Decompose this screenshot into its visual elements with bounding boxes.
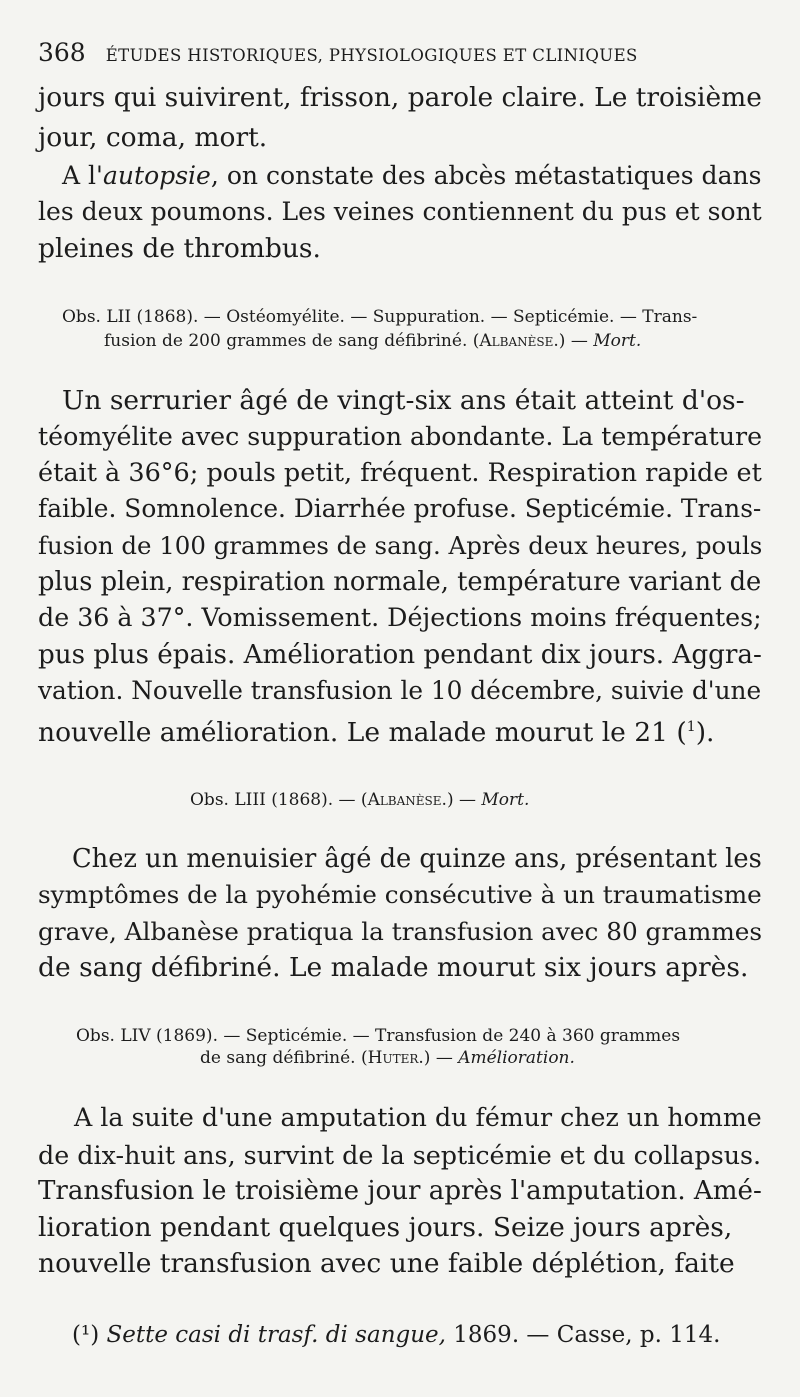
text-line: A la suite d'une amputation du fémur chez un homme	[74, 1103, 762, 1132]
text-line	[38, 709, 762, 751]
text-line: grave, Albanèse pratiqua la transfusion avec 80 grammes	[38, 917, 763, 946]
text-segment: A l'	[62, 161, 103, 190]
text-line: pleines de thrombus.	[38, 233, 321, 264]
text-line: fusion de 100 grammes de sang. Après deux heures, pouls	[38, 531, 763, 560]
text-line: jours qui suivirent, frisson, parole claire. Le troisième	[38, 82, 762, 113]
footnote-title: Sette casi di trasf. di sangue,	[106, 1322, 446, 1348]
author-name: Albanèse	[479, 331, 554, 351]
text-segment: Obs. LIII (1868). — (	[190, 790, 368, 810]
outcome: Mort.	[593, 331, 642, 351]
text-line: lioration pendant quelques jours. Seize jours après,	[38, 1212, 733, 1243]
observation-heading-line2	[104, 329, 641, 353]
page-header	[38, 38, 758, 68]
running-head: ÉTUDES HISTORIQUES, PHYSIOLOGIQUES ET CLINIQUES	[105, 46, 638, 65]
observation-heading: Obs. LII (1868). — Ostéomyélite. — Suppuration. — Septicémie. — Trans-	[62, 307, 698, 327]
text-line: jour, coma, mort.	[38, 122, 268, 153]
outcome: Amélioration.	[458, 1048, 575, 1068]
text-segment: .) —	[553, 331, 594, 351]
text-line: nouvelle transfusion avec une faible déplétion, faite	[38, 1248, 735, 1279]
text-line: faible. Somnolence. Diarrhée profuse. Septicémie. Trans-	[38, 494, 762, 523]
text-segment: de sang défibriné. (	[200, 1048, 368, 1068]
text-segment: , on constate des abcès métastatiques dans	[210, 161, 762, 190]
text-line: vation. Nouvelle transfusion le 10 décembre, suivie d'une	[38, 676, 762, 705]
text-segment: .) —	[441, 790, 482, 810]
text-segment: .) —	[418, 1048, 459, 1068]
text-line: Transfusion le troisième jour après l'amputation. Amé-	[38, 1176, 762, 1206]
page-number: 368	[38, 38, 86, 67]
observation-heading: Obs. LIV (1869). — Septicémie. — Transfusion de 240 à 360 grammes	[76, 1026, 681, 1046]
text-line: les deux poumons. Les veines contiennent du pus et sont	[38, 197, 762, 226]
text-line	[62, 158, 762, 194]
footnote	[72, 1322, 720, 1348]
italic-term: autopsie	[102, 161, 211, 190]
text-line: pus plus épais. Amélioration pendant dix jours. Aggra-	[38, 640, 762, 670]
text-line: de 36 à 37°. Vomissement. Déjections moins fréquentes;	[38, 603, 762, 632]
author-name: Huter	[367, 1048, 419, 1068]
text-line: de sang défibriné. Le malade mourut six jours après.	[38, 952, 749, 983]
text-line: plus plein, respiration normale, température variant de	[38, 567, 762, 597]
footnote-ref: 1	[686, 719, 696, 735]
text-line: de dix-huit ans, survint de la septicémie et du collapsus.	[38, 1140, 762, 1170]
text-segment: nouvelle amélioration. Le malade mourut le 21 (	[38, 716, 687, 748]
outcome: Mort.	[481, 790, 530, 810]
footnote-text: 1869. — Casse, p. 114.	[445, 1322, 721, 1348]
text-line: symptômes de la pyohémie consécutive à un traumatisme	[38, 880, 762, 909]
footnote-mark: (¹)	[72, 1322, 100, 1348]
observation-heading-line2	[200, 1046, 575, 1070]
text-line: Chez un menuisier âgé de quinze ans, présentant les	[72, 844, 762, 874]
text-line: téomyélite avec suppuration abondante. La température	[38, 422, 763, 451]
text-line: était à 36°6; pouls petit, fréquent. Respiration rapide et	[38, 458, 762, 488]
author-name: Albanèse	[367, 790, 442, 810]
text-segment: ).	[695, 716, 715, 748]
text-segment: fusion de 200 grammes de sang défibriné. (	[104, 331, 480, 351]
text-line: Un serrurier âgé de vingt-six ans était atteint d'os-	[62, 385, 745, 416]
observation-heading	[190, 788, 529, 812]
